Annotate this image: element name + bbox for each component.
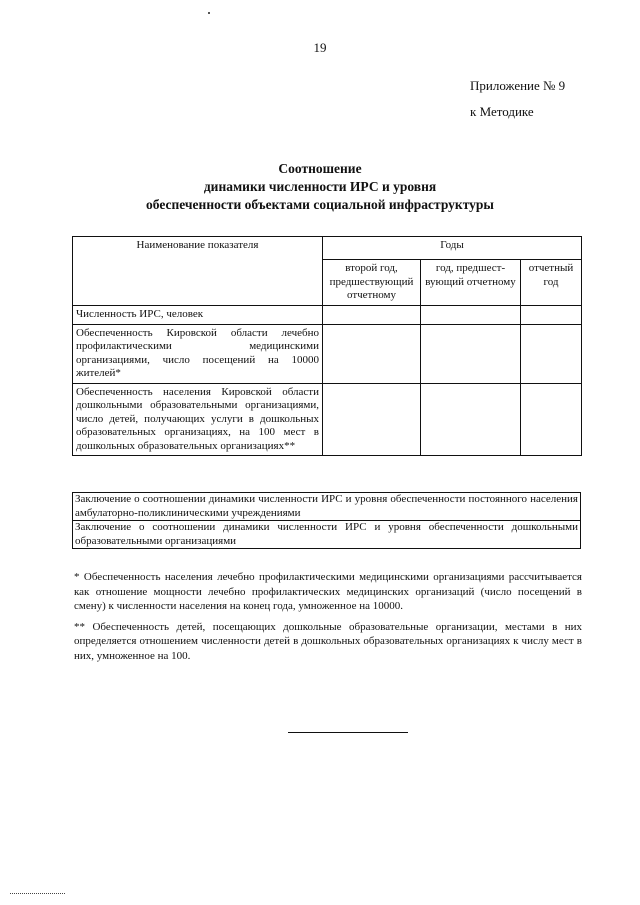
conclusion-outpatient: Заключение о соотношении динамики численности ИРС и уровня обеспеченности постоянного населения амбулаторно-поликлиническими учреждениями [75, 493, 578, 519]
scan-mark [10, 893, 65, 894]
row-value-cell [521, 324, 582, 383]
scan-dot [208, 12, 210, 14]
row-value-cell [421, 305, 521, 324]
row-value-cell [323, 324, 421, 383]
appendix-reference [470, 73, 565, 125]
header-years: Годы [323, 237, 582, 260]
row-value-cell [323, 383, 421, 456]
row-value-cell [521, 383, 582, 456]
header-year-preceding: год, предшест-вующий отчетному [421, 260, 521, 306]
row-value-cell [521, 305, 582, 324]
closing-rule [288, 732, 408, 733]
row-name: Обеспеченность населения Кировской области дошкольными образовательными организациями, число детей, получающих услуги в дошкольных образовательных организациях, на 100 мест в дошкольных образовательных организациях** [73, 383, 323, 456]
footnote-1: * Обеспеченность населения лечебно профилактическими медицинскими организациями рассчитывается как отношение мощности лечебно профилактических медицинских организаций (число посещений в смену) к численности населения на конец года, умноженное на 10000. [74, 571, 582, 612]
table-row [73, 305, 582, 324]
table-header-row [73, 237, 582, 260]
title-line-3: обеспеченности объектами социальной инфраструктуры [146, 197, 494, 212]
page-number: 19 [313, 40, 327, 55]
appendix-methodology: к Методике [470, 104, 534, 119]
table-row [73, 383, 582, 456]
indicators-table [72, 236, 582, 456]
title-line-2: динамики численности ИРС и уровня [203, 179, 437, 194]
row-name: Численность ИРС, человек [73, 305, 323, 324]
table-row [73, 324, 582, 383]
header-indicator-name: Наименование показателя [73, 237, 323, 306]
row-name: Обеспеченность Кировской области лечебно профилактическими медицинскими организациями, число посещений на 10000 жителей* [73, 324, 323, 383]
footnote-2: ** Обеспеченность детей, посещающих дошкольные образовательные организации, местами в них определяется отношением численности детей в дошкольных образовательных организациях к числу мест в них, умноженное на 100. [74, 620, 582, 662]
header-year-second-preceding: второй год, предшествующий отчетному [323, 260, 421, 306]
header-year-reporting: отчетный год [521, 260, 582, 306]
row-value-cell [323, 305, 421, 324]
row-value-cell [421, 383, 521, 456]
appendix-number: Приложение № 9 [470, 78, 566, 93]
conclusions-box [72, 492, 581, 549]
title-line-1: Соотношение [278, 161, 362, 176]
footnotes [74, 570, 582, 669]
document-title [0, 160, 640, 214]
row-value-cell [421, 324, 521, 383]
conclusion-preschool: Заключение о соотношении динамики численности ИРС и уровня обеспеченности дошкольными образовательными организациями [75, 521, 578, 547]
